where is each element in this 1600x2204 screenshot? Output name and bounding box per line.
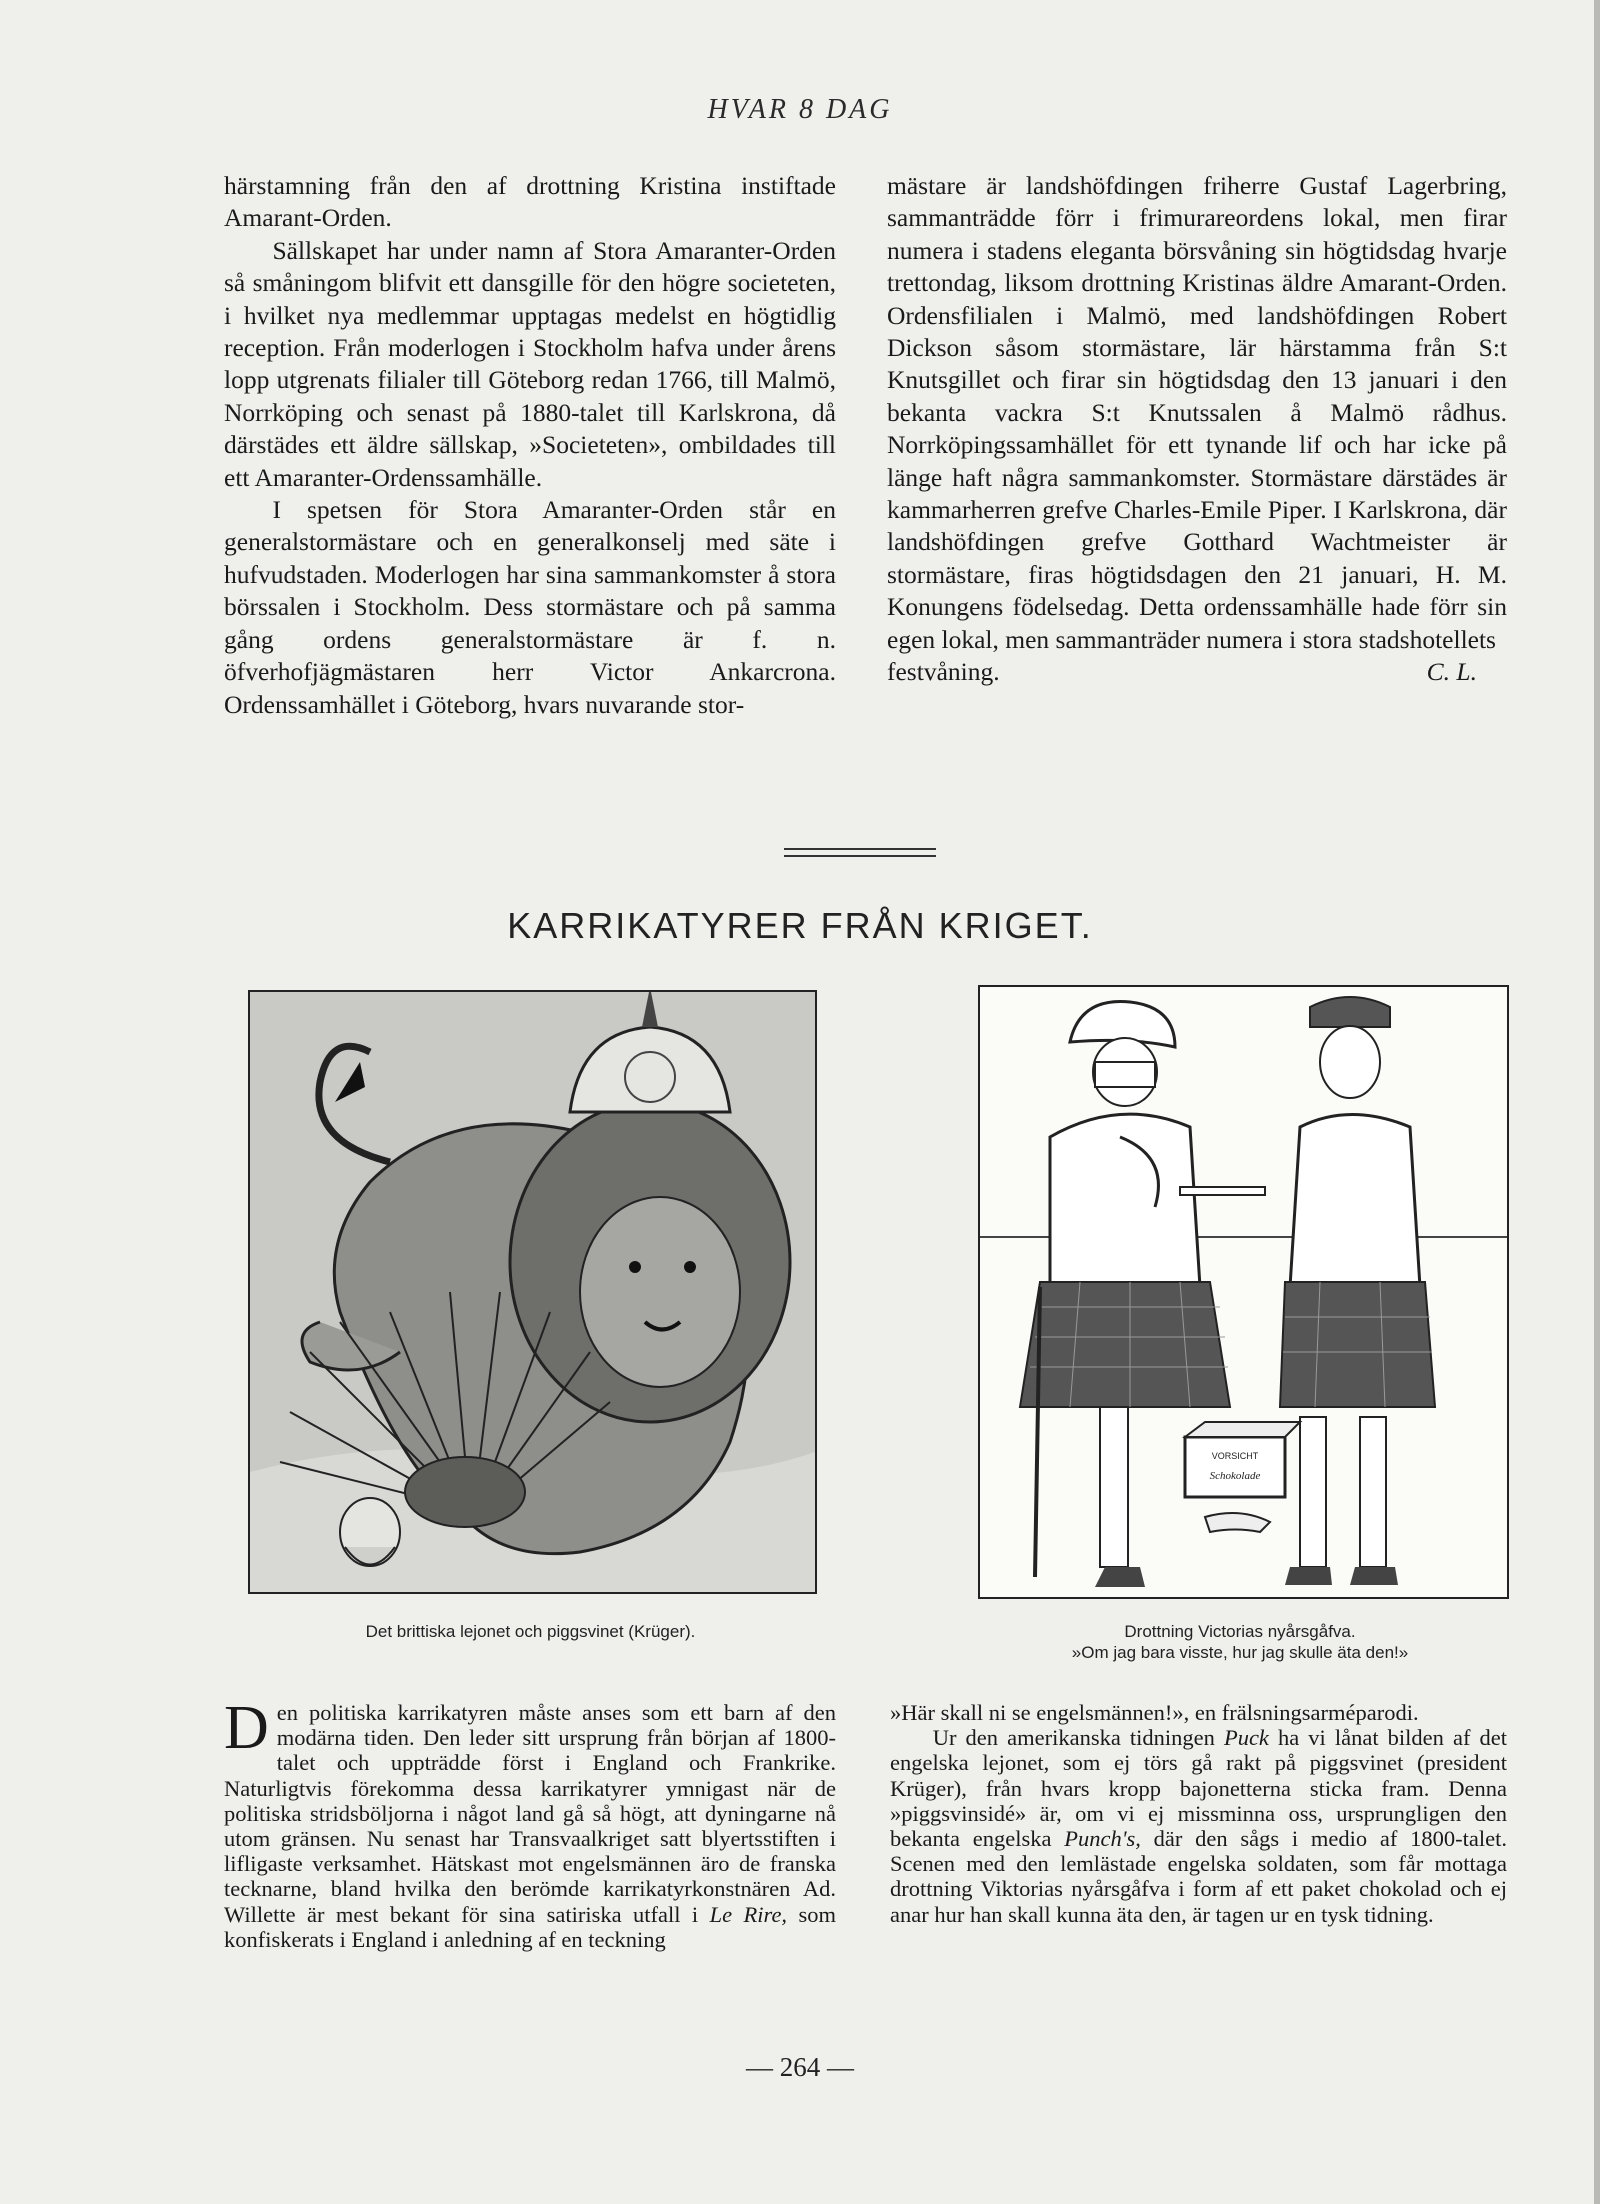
scan-edge <box>1594 0 1600 2204</box>
text-run: en politiska karrikatyren måste anses som ett barn af den modärna tiden. Den leder sitt ursprung från början af 1800-talet och uppträdde först i England och Frankrike. Naturligtvis förekomma dessa karrikatyrer ymnigast när de politiska stridsböljorna i något land gå så högt, att dyningarne nå utom gränsen. Nu senast har Transvaalkriget satt blyertsstiften i lifligaste verksamhet. Hätskast mot engelsmännen äro de franska tecknarne, bland hvilka den berömde karrikatyrkonstnären Ad. Willette är mest bekant för sina satiriska utfall i <box>224 1700 836 1927</box>
soldiers-caption-quote: »Om jag bara visste, hur jag skulle äta den!» <box>1071 1643 1409 1662</box>
closing-line <box>887 656 1507 688</box>
text-run: Ur den amerikanska tidningen <box>932 1725 1215 1751</box>
text-run: ha vi lånat bilden af det engelska lejonet, som ej törs gå rakt på piggsvinet (president Krüger), från hvars kropp bajonetterna sticka fram. Denna »piggsvinsidé» är, om vi ej missminna oss, ursprungligen den bekanta engelska <box>890 1725 1508 1852</box>
section-title: KARRIKATYRER FRÅN KRIGET. <box>507 905 1093 946</box>
lion-porcupine-cartoon <box>248 990 817 1594</box>
author-signature: C. L. <box>1426 657 1477 687</box>
lion-caption: Det brittiska lejonet och piggsvinet (Krüger). <box>365 1622 696 1641</box>
lion-illustration <box>250 992 815 1592</box>
column-top-left <box>224 170 836 721</box>
journal-title: Punch's, <box>1064 1826 1141 1852</box>
journal-title: Le Rire, <box>709 1901 788 1927</box>
paragraph <box>224 1694 837 1952</box>
paragraph: härstamning från den af drottning Kristina instiftade Amarant-Orden. <box>224 171 836 233</box>
column-bottom-left <box>224 1694 837 1952</box>
running-header: HVAR 8 DAG <box>707 94 893 125</box>
soldiers-illustration <box>980 987 1507 1597</box>
paragraph: »Här skall ni se engelsmännen!», en frälsningsarméparodi. <box>890 1700 1419 1725</box>
box-label-1: VORSICHT <box>1211 1451 1259 1461</box>
paragraph: Sällskapet har under namn af Stora Amaranter-Orden så småningom blifvit ett dansgille för den högre societeten, i hvilket nya medlemmar upptagas medelst en högtidlig reception. Från moderlogen i Stockholm hafva under årens lopp utgrenats filialer till Göteborg redan 1766, till Malmö, Norrköping och senast på 1880-talet till Karlskrona, då därstädes ett äldre sällskap, »Societeten», ombildades till ett Amaranter-Ordenssamhälle. <box>224 235 836 492</box>
paragraph <box>890 1725 1507 1927</box>
page-number: — 264 — <box>746 2052 854 2082</box>
text-run: som konfiskerats i England i anledning af en teckning <box>224 1901 837 1952</box>
paragraph: mästare är landshöfdingen friherre Gustaf Lagerbring, sammanträdde förr i frimurareordens lokal, men firar numera i stadens eleganta börsvåning sin högtidsdag hvarje trettondag, liksom drottning Kristinas äldre Amarant-Orden. Ordensfilialen i Malmö, med landshöfdingen Robert Dickson såsom stormästare, lär härstamma från S:t Knutsgillet och firar sin högtidsdag den 13 januari i den bekanta vackra S:t Knutssalen å Malmö rådhus. Norrköpingssamhället för ett tynande lif och har icke på länge haft några sammankomster. Stormästare därstädes är kammarherren grefve Charles-Emile Piper. I Karlskrona, där landshöfdingen grefve Gotthard Wachtmeister är stormästare, firas högtidsdagen den 21 januari, H. M. Konungens födelsedag. Detta ordenssamhälle hade förr sin egen lokal, men sammanträder numera i stora stadshotellets <box>887 171 1507 654</box>
soldiers-cartoon <box>978 985 1509 1599</box>
section-divider <box>784 848 936 857</box>
box-label-2: Schokolade <box>1209 1470 1261 1482</box>
journal-title: Puck <box>1223 1725 1269 1751</box>
text-run: där den sågs i medio af 1800-talet. Scenen med den lemlästade engelska soldaten, som får mottaga drottning Viktorias nyårsgåfva i form af ett paket chokolad och ej anar hur han skall kunna äta den, är tagen ur en tysk tidning. <box>890 1826 1508 1927</box>
column-bottom-right <box>890 1700 1507 1927</box>
soldiers-caption <box>960 1621 1520 1663</box>
paragraph: I spetsen för Stora Amaranter-Orden står en generalstormästare och en generalkonselj med säte i hufvudstaden. Moderlogen har sina sammankomster å stora börssalen i Stockholm. Dess stormästare och på samma gång ordens generalstormästare är f. n. öfverhofjägmästaren herr Victor Ankarcrona. Ordenssamhället i Göteborg, hvars nuvarande stor- <box>224 495 836 719</box>
column-top-right <box>887 170 1507 689</box>
last-word: festvåning. <box>887 657 1000 687</box>
soldiers-caption-title: Drottning Victorias nyårsgåfva. <box>1124 1622 1356 1641</box>
drop-cap: D <box>224 1694 269 1762</box>
